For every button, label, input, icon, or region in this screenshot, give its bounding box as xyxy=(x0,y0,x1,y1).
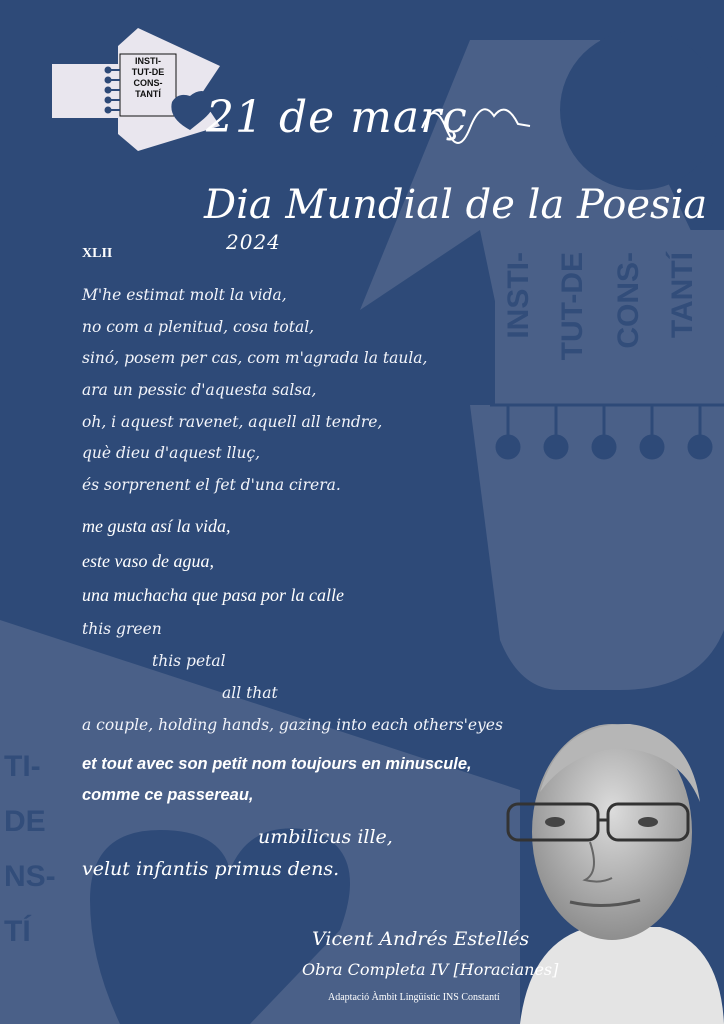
logo-wordmark xyxy=(124,56,172,100)
poem-line-catalan: M'he estimat molt la vida, xyxy=(82,286,287,304)
poem-line-catalan: ara un pessic d'aquesta salsa, xyxy=(82,381,317,399)
work-title: Obra Completa IV [Horacianes] xyxy=(302,960,559,979)
poem-line-english: a couple, holding hands, gazing into each others'eyes xyxy=(82,716,503,734)
poem-line-catalan: sinó, posem per cas, com m'agrada la taula, xyxy=(82,349,428,367)
logo-line: TANTÍ xyxy=(135,89,161,99)
poem-line-spanish: este vaso de agua, xyxy=(82,551,214,571)
poem-line-french: comme ce passereau, xyxy=(82,786,254,804)
decor-left-text-3: NS- xyxy=(4,860,56,893)
decor-left-text-2: DE xyxy=(4,805,46,838)
poem-line-latin: umbilicus ille, xyxy=(258,826,393,848)
poem-line-catalan: què dieu d'aquest lluç, xyxy=(82,444,261,462)
logo-line: INSTI- xyxy=(135,56,161,66)
poem-line-french: et tout avec son petit nom toujours en minuscule, xyxy=(82,755,472,773)
decor-vertical-text-2: TUT-DE xyxy=(556,252,589,361)
poem-line-latin: velut infantis primus dens. xyxy=(82,858,340,880)
poem-line-spanish: una muchacha que pasa por la calle xyxy=(82,585,344,605)
poem-line-english: this green xyxy=(82,620,162,638)
poem-line-english: this petal xyxy=(152,652,226,670)
poem-line-english: all that xyxy=(222,684,278,702)
author-name: Vicent Andrés Estellés xyxy=(312,928,530,950)
poem-line-catalan: és sorprenent el fet d'una cirera. xyxy=(82,476,341,494)
decor-left-text-1: TI- xyxy=(4,750,41,783)
decor-vertical-text-3: CONS- xyxy=(612,252,645,349)
decor-vertical-text-1: INSTI- xyxy=(502,252,535,339)
credit-line: Adaptació Àmbit Lingüístic INS Constantí xyxy=(328,992,500,1003)
decor-vertical-text-4: TANTÍ xyxy=(666,252,699,339)
poem-line-catalan: oh, i aquest ravenet, aquell all tendre, xyxy=(82,413,383,431)
decor-left-text-4: TÍ xyxy=(4,915,31,948)
logo-line: CONS- xyxy=(133,78,163,88)
event-title: Dia Mundial de la Poesia xyxy=(204,182,708,228)
event-year: 2024 xyxy=(226,230,281,254)
event-date: 21 de març xyxy=(206,92,468,143)
poem-line-catalan: no com a plenitud, cosa total, xyxy=(82,318,315,336)
poem-number: XLII xyxy=(82,246,113,261)
logo-line: TUT-DE xyxy=(131,67,165,77)
poem-line-spanish: me gusta así la vida, xyxy=(82,516,231,536)
